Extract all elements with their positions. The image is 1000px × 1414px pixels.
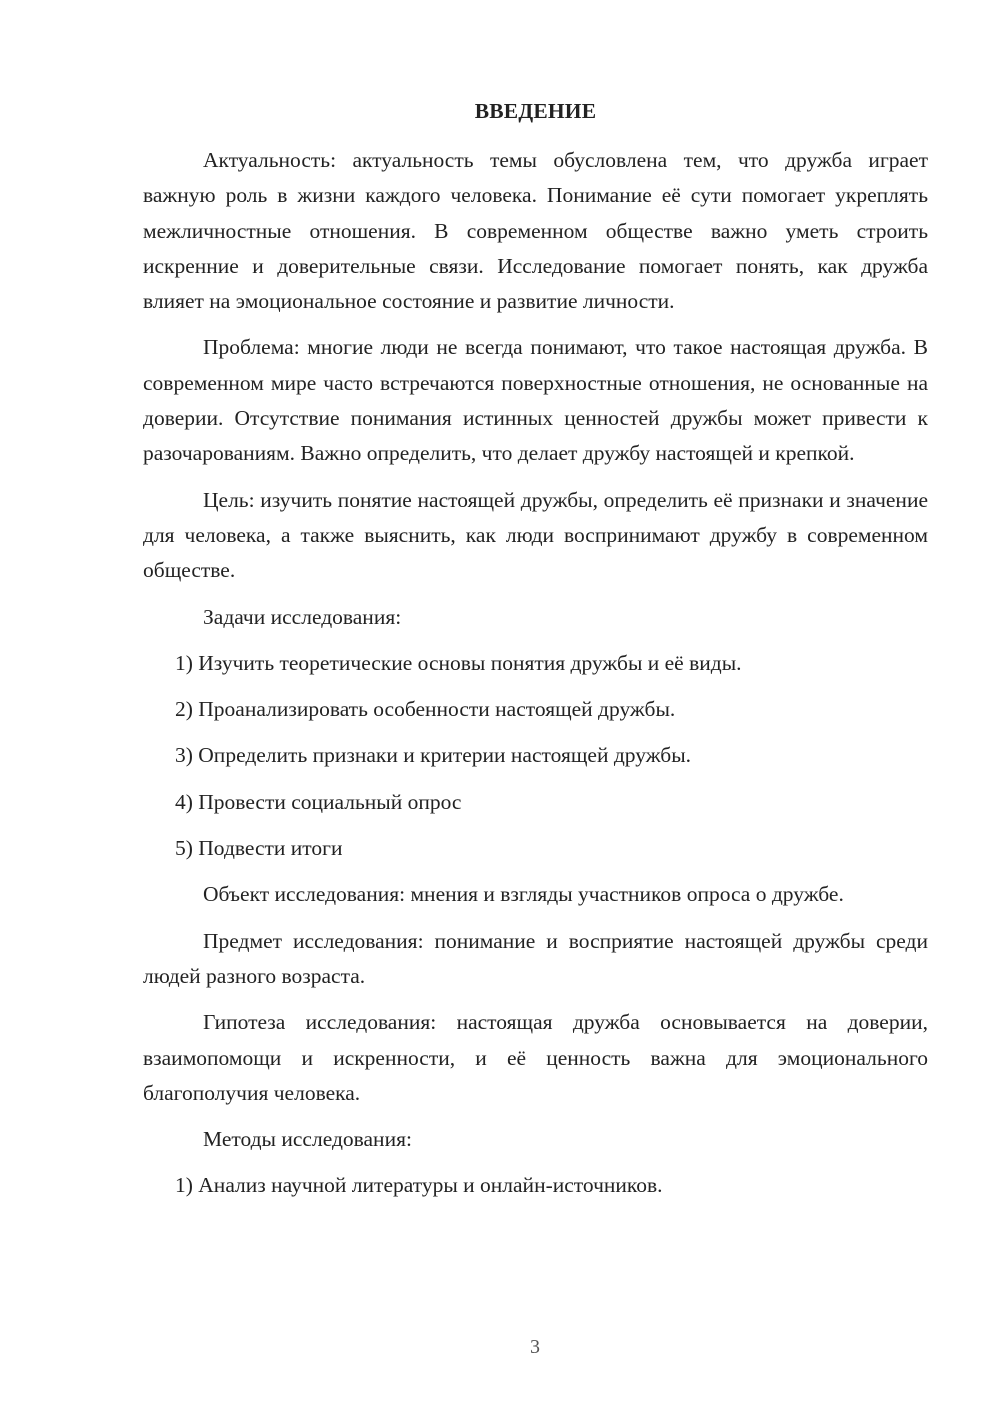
subject-paragraph: Предмет исследования: понимание и восприятие настоящей дружбы среди людей разного возраста. (143, 928, 928, 988)
list-item: 2) Проанализировать особенности настоящей дружбы. (175, 697, 676, 722)
page-title: ВВЕДЕНИЕ (474, 99, 597, 123)
list-item: 4) Провести социальный опрос (175, 789, 462, 814)
list-item: 5) Подвести итоги (175, 836, 343, 861)
list-item: 3) Определить признаки и критерии настоящей дружбы. (175, 743, 692, 768)
methods-heading: Методы исследования: (203, 1127, 412, 1152)
goal-paragraph: Цель: изучить понятие настоящей дружбы, определить её признаки и значение для человека, а также выяснить, как люди воспринимают дружбу в современном обществе. (143, 487, 928, 583)
document-body (143, 143, 928, 1215)
object-paragraph: Объект исследования: мнения и взгляды участников опроса о дружбе. (203, 882, 844, 907)
list-item: 1) Изучить теоретические основы понятия дружбы и её виды. (175, 650, 742, 675)
relevance-paragraph: Актуальность: актуальность темы обусловлена тем, что дружба играет важную роль в жизни каждого человека. Понимание её сути помогает укреплять межличностные отношения. В современном обществе важно уметь строить искренние и доверительные связи. Исследование помогает понять, как дружба влияет на эмоциональное состояние и развитие личности. (143, 148, 928, 314)
page-number: 3 (530, 1336, 540, 1358)
list-item: 1) Анализ научной литературы и онлайн-источников. (175, 1173, 663, 1198)
hypothesis-paragraph: Гипотеза исследования: настоящая дружба основывается на доверии, взаимопомощи и искренности, и её ценность важна для эмоционального благополучия человека. (143, 1010, 928, 1105)
problem-paragraph: Проблема: многие люди не всегда понимают, что такое настоящая дружба. В современном мире часто встречаются поверхностные отношения, не основанные на доверии. Отсутствие понимания истинных ценностей дружбы может привести к разочарованиям. Важно определить, что делает дружбу настоящей и крепкой. (143, 335, 928, 466)
tasks-heading: Задачи исследования: (203, 604, 402, 629)
